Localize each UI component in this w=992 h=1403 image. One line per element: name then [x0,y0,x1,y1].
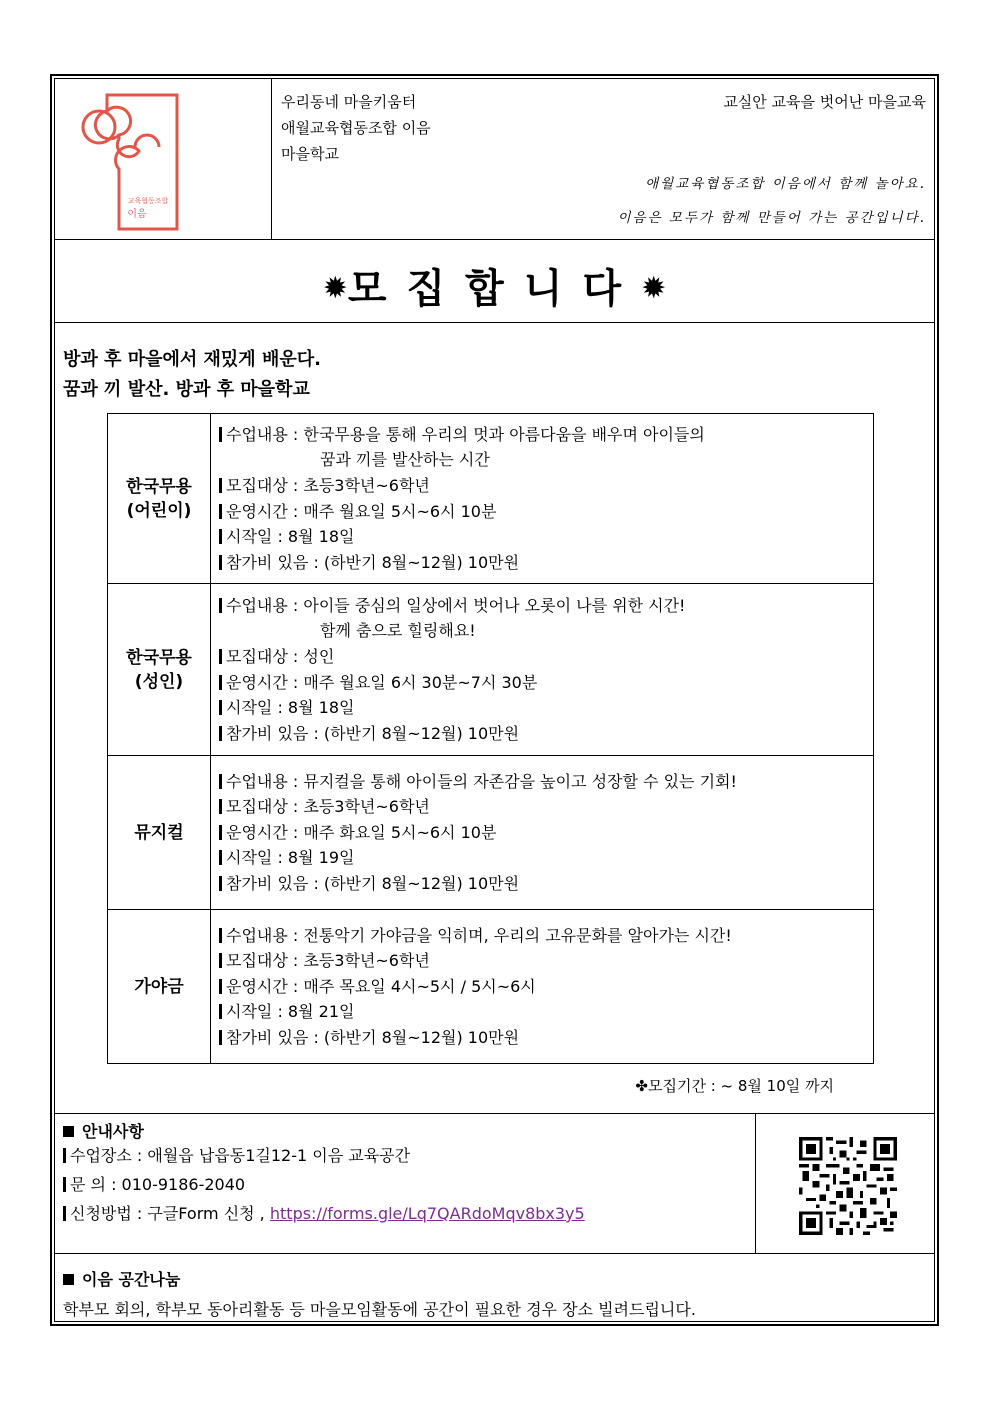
bullet-bar-icon [219,649,222,664]
header-right-title: 교실안 교육을 벗어난 마을교육 [723,93,926,111]
program-row-gayageum [108,910,874,1064]
program-name: 뮤지컬 [134,822,184,843]
detail-line: 참가비 있음 : (하반기 8월~12월) 10만원 [219,871,873,897]
detail-line: 참가비 있음 : (하반기 8월~12월) 10만원 [219,721,873,747]
program-row-korean-dance-adult [108,584,874,756]
document-inner-frame [54,78,935,1322]
intro-line-2: 꿈과 끼 발산. 방과 후 마을학교 [63,379,310,400]
info-contact: 문 의 : 010-9186-2040 [63,1170,585,1199]
detail-line: 시작일 : 8월 18일 [219,524,873,550]
detail-line: 참가비 있음 : (하반기 8월~12월) 10만원 [219,1025,873,1051]
page-title [55,257,934,314]
bullet-bar-icon [219,774,222,789]
org-line-1: 우리동네 마을키움터 [281,93,417,111]
program-name-cell [108,756,211,910]
program-row-korean-dance-kids [108,414,874,584]
bullet-bar-icon [219,1004,222,1019]
detail-line: 수업내용 : 한국무용을 통해 우리의 멋과 아름다움을 배우며 아이들의 [219,422,873,448]
intro-line-1: 방과 후 마을에서 재밌게 배운다. [63,349,321,370]
program-row-musical [108,756,874,910]
detail-line: 운영시간 : 매주 화요일 5시~6시 10분 [219,820,873,846]
apply-form-link[interactable]: https://forms.gle/Lq7QARdoMqv8bx3y5 [269,1204,585,1223]
bullet-bar-icon [219,598,222,613]
bullet-bar-icon [219,675,222,690]
detail-line: 운영시간 : 매주 월요일 5시~6시 10분 [219,499,873,525]
detail-line: 수업내용 : 전통악기 가야금을 익히며, 우리의 고유문화를 알아가는 시간! [219,923,873,949]
bullet-bar-icon [63,1177,66,1192]
program-detail-cell [211,414,874,584]
info-section-title: 안내사항 [63,1119,144,1142]
program-detail-cell [211,756,874,910]
header-bottom-rule [55,239,934,240]
detail-line-continued: 꿈과 끼를 발산하는 시간 [320,450,490,470]
share-text: 학부모 회의, 학부모 동아리활동 등 마을모임활동에 공간이 필요한 경우 장소 빌려드립니다. [63,1300,696,1319]
qr-code-icon[interactable] [799,1137,897,1235]
program-name-sub: (어린이) [126,500,192,521]
bullet-bar-icon [63,1148,66,1163]
ieum-logo-icon [77,91,187,231]
bullet-bar-icon [219,726,222,741]
detail-line: 운영시간 : 매주 월요일 6시 30분~7시 30분 [219,670,873,696]
bullet-bar-icon [219,555,222,570]
detail-line: 운영시간 : 매주 목요일 4시~5시 / 5시~6시 [219,974,873,1000]
bullet-bar-icon [219,876,222,891]
program-name-cell [108,584,211,756]
recruit-deadline: ✤모집기간 : ~ 8월 10일 까지 [635,1077,834,1095]
program-name-cell [108,910,211,1064]
square-bullet-icon [63,1274,74,1285]
bullet-bar-icon [219,478,222,493]
bullet-bar-icon [219,799,222,814]
detail-line: 수업내용 : 아이들 중심의 일상에서 벗어나 오롯이 나를 위한 시간! [219,593,873,619]
info-divider [755,1113,756,1253]
program-name-cell [108,414,211,584]
square-bullet-icon [63,1126,74,1137]
program-name: 한국무용 [126,476,192,497]
detail-line: 시작일 : 8월 18일 [219,695,873,721]
detail-line: 시작일 : 8월 19일 [219,845,873,871]
program-name: 가야금 [134,976,184,997]
bullet-bar-icon [219,700,222,715]
info-list [63,1141,585,1228]
bullet-bar-icon [63,1206,66,1221]
share-section-title: 이음 공간나눔 [63,1267,180,1290]
program-detail-cell [211,584,874,756]
detail-line: 수업내용 : 뮤지컬을 통해 아이들의 자존감을 높이고 성장할 수 있는 기회! [219,769,873,795]
bullet-bar-icon [219,1030,222,1045]
detail-line: 모집대상 : 초등3학년~6학년 [219,794,873,820]
detail-line: 시작일 : 8월 21일 [219,999,873,1025]
program-name: 한국무용 [126,647,192,668]
share-top-rule [55,1253,934,1254]
info-apply: 신청방법 : 구글Form 신청 , https://forms.gle/Lq7QARdoMqv8bx3y5 [63,1199,585,1228]
info-top-rule [55,1113,934,1114]
title-text: 모집합니다 [347,266,642,312]
bullet-bar-icon [219,928,222,943]
org-line-3: 마을학교 [281,145,339,163]
detail-line-continued: 함께 춤으로 힐링해요! [320,621,476,641]
logo-small-text: 교육협동조합 [127,197,169,205]
title-bottom-rule [55,322,934,323]
bullet-bar-icon [219,825,222,840]
header-org-info [281,89,431,167]
org-line-2: 애월교육협동조합 이음 [281,119,431,137]
program-table [107,413,874,1064]
bullet-bar-icon [219,953,222,968]
header-divider [271,79,272,239]
bullet-bar-icon [219,979,222,994]
detail-line: 모집대상 : 초등3학년~6학년 [219,473,873,499]
bullet-bar-icon [219,504,222,519]
slogan-line-1: 애월교육협동조합 이음에서 함께 놀아요. [645,176,926,192]
bullet-bar-icon [219,427,222,442]
bullet-bar-icon [219,850,222,865]
slogan-line-2: 이음은 모두가 함께 만들어 가는 공간입니다. [617,210,926,226]
star-left-icon: ✹ [322,271,348,306]
logo-name-text: 이음 [127,209,147,220]
bullet-bar-icon [219,529,222,544]
star-right-icon: ✹ [641,271,667,306]
detail-line: 모집대상 : 초등3학년~6학년 [219,948,873,974]
document-frame [50,74,939,1326]
program-name-sub: (성인) [134,671,184,692]
detail-line: 모집대상 : 성인 [219,644,873,670]
program-detail-cell [211,910,874,1064]
info-place: 수업장소 : 애월읍 납읍동1길12-1 이음 교육공간 [63,1141,585,1170]
detail-line: 참가비 있음 : (하반기 8월~12월) 10만원 [219,550,873,576]
